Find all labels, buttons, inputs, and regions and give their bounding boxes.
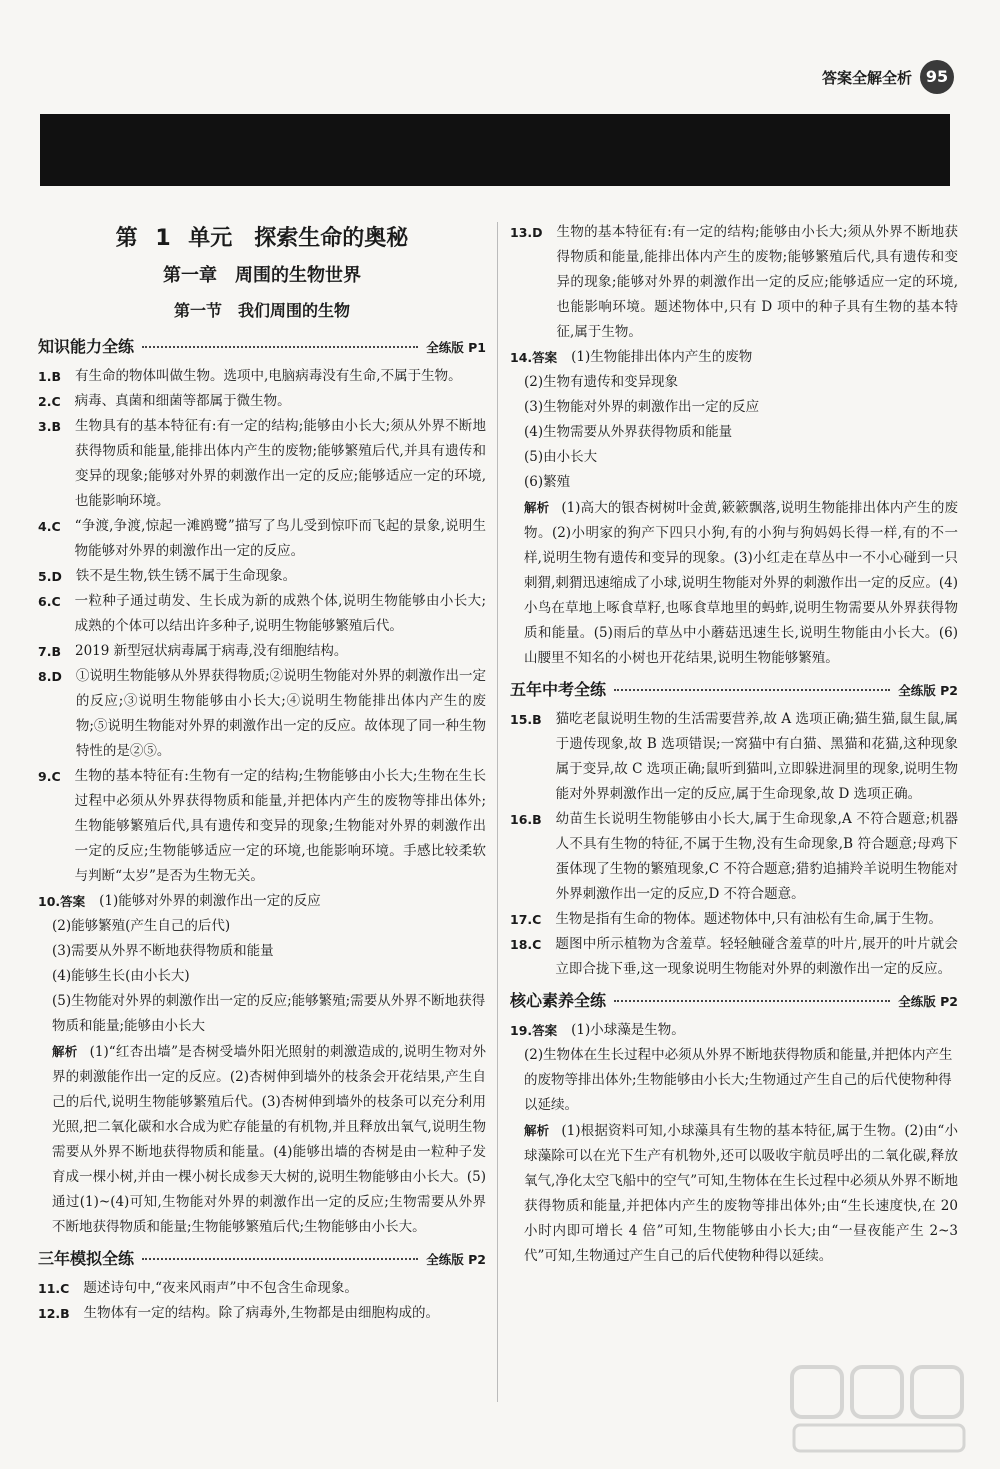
answer-text: 生物的基本特征有:有一定的结构;能够由小长大;须从外界不断地获得物质和能量,能排出体内产生的废物;能够繁殖后代,具有遗传和变异的现象;能够对外界的刺激作出一定的反应;能够适应一定的环境,也能影响环境。题述物体中,只有 D 项中的种子具有生物的基本特征,属于生物。: [556, 224, 958, 340]
dotted-leader: [142, 346, 418, 348]
question-number: 10.答案: [38, 894, 86, 909]
answer-item: [38, 1276, 486, 1301]
left-column: [38, 220, 486, 1326]
question-number: 6.C: [38, 594, 61, 609]
chapter-title: 第一章 周围的生物世界: [163, 265, 361, 286]
question-number: 15.B: [510, 712, 542, 727]
answer-line: (4)能够生长(由小长大): [52, 968, 190, 984]
answer-text: 猫吃老鼠说明生物的生活需要营养,故 A 选项正确;猫生猫,鼠生鼠,属于遗传现象,故 B 选项错误;一窝猫中有白猫、黑猫和花猫,这种现象属于变异,故 C 选项正确;鼠听到猫叫,立即躲进洞里的现象,说明生物能对外界刺激作出一定的反应,属于生命现象,故 D 选项正确。: [555, 711, 958, 802]
section-version: 全练版 P1: [426, 340, 486, 355]
column-divider: [497, 222, 498, 1402]
right-column: [510, 220, 958, 1269]
answer-text: ①说明生物能够从外界获得物质;②说明生物能对外界的刺激作出一定的反应;③说明生物能够由小长大;④说明生物能排出体内产生的废物;⑤说明生物能对外界的刺激作出一定的反应。故体现了同一种生物特性的是②⑤。: [75, 668, 486, 759]
analysis-text: (1)高大的银杏树树叶金黄,簌簌飘落,说明生物能排出体内产生的废物。(2)小明家的狗产下四只小狗,有的小狗与狗妈妈长得一样,有的不一样,说明生物有遗传和变异的现象。(3)小红走在草丛中一不小心碰到一只刺猬,刺猬迅速缩成了小球,说明生物能对外界的刺激作出一定的反应。(4)小鸟在草地上啄食草籽,也啄食草地里的蚂蚱,说明生物需要从外界获得物质和能量。(5)雨后的草丛中小蘑菇迅速生长,说明生物能由小长大。(6)山腰里不知名的小树也开花结果,说明生物能够繁殖。: [524, 500, 958, 666]
analysis-label: 解析: [524, 500, 550, 515]
answer-line: (2)生物体在生长过程中必须从外界不断地获得物质和能量,并把体内产生的废物等排出体外;生物能够由小长大;生物通过产生自己的后代使物种得以延续。: [524, 1047, 953, 1113]
answer-item: [510, 907, 958, 932]
section-title: 第一节 我们周围的生物: [173, 301, 350, 320]
answer-item: [510, 707, 958, 807]
answer-text: 幼苗生长说明生物能够由小长大,属于生命现象,A 不符合题意;机器人不具有生物的特征,不属于生物,没有生命现象,B 符合题意;母鸡下蛋体现了生物的繁殖现象,C 不符合题意;猎豹追捕羚羊说明生物能对外界刺激作出一定的反应,D 不符合题意。: [555, 811, 958, 902]
question-number: 9.C: [38, 769, 61, 784]
section-version: 全练版 P2: [898, 683, 958, 698]
question-number: 3.B: [38, 419, 61, 434]
header-banner: [40, 114, 950, 186]
answer-text: 生物是指有生命的物体。题述物体中,只有油松有生命,属于生物。: [555, 911, 942, 927]
analysis-text: (1)“红杏出墙”是杏树受墙外阳光照射的刺激造成的,说明生物对外界的刺激能作出一定的反应。(2)杏树伸到墙外的枝条会开花结果,产生自己的后代,说明生物能够繁殖后代。(3)杏树伸到墙外的枝条可以充分利用光照,把二氧化碳和水合成为贮存能量的有机物,并且释放出氧气,说明生物需要从外界不断地获得物质和能量。(4)能够出墙的杏树是由一粒种子发育成一棵小树,并由一棵小树长成参天大树的,说明生物能够由小长大。(5)通过(1)~(4)可知,生物能对外界的刺激作出一定的反应;生物需要从外界不断地获得物质和能量;生物能够繁殖后代;生物能够由小长大。: [52, 1044, 486, 1235]
question-number: 16.B: [510, 812, 542, 827]
analysis-text: (1)根据资料可知,小球藻具有生物的基本特征,属于生物。(2)由“小球藻除可以在光下生产有机物外,还可以吸收宇航员呼出的二氧化碳,释放氧气,净化太空飞船中的空气”可知,生物体在生长过程中必须从外界不断地获得物质和能量,并把体内产生的废物等排出体外;由“生长速度快,在 20 小时内即可增长 4 倍”可知,生物能够由小长大;由“一昼夜能产生 2~3 代”可知,生物通过产生自己的后代使物种得以延续。: [524, 1123, 958, 1264]
question-number: 17.C: [510, 912, 542, 927]
answer-line: (1)生物能排出体内产生的废物: [571, 349, 753, 365]
answer-text: 2019 新型冠状病毒属于病毒,没有细胞结构。: [74, 643, 348, 659]
analysis-label: 解析: [52, 1044, 78, 1059]
answer-line: (3)生物能对外界的刺激作出一定的反应: [524, 399, 760, 415]
section-header: [510, 677, 958, 703]
answer-item: [38, 564, 486, 589]
answer-line: (4)生物需要从外界获得物质和能量: [524, 424, 733, 440]
page-number: 95: [920, 60, 954, 94]
answer-item: [38, 589, 486, 639]
answer-item: [38, 639, 486, 664]
question-number: 4.C: [38, 519, 61, 534]
section-header: [38, 1246, 486, 1272]
answer-item: [510, 1018, 958, 1043]
section-name: 五年中考全练: [510, 680, 607, 699]
question-number: 14.答案: [510, 350, 558, 365]
answer-text: 生物具有的基本特征有:有一定的结构;能够由小长大;须从外界不断地获得物质和能量,能排出体内产生的废物;能够繁殖后代,并具有遗传和变异的现象;能够对外界的刺激作出一定的反应;能够适应一定的环境,也能影响环境。: [74, 418, 486, 509]
answer-text: 生物体有一定的结构。除了病毒外,生物都是由细胞构成的。: [83, 1305, 439, 1321]
answer-item: [38, 389, 486, 414]
answer-item: [510, 807, 958, 907]
answer-text: 题述诗句中,“夜来风雨声”中不包含生命现象。: [83, 1280, 358, 1296]
watermark-logo: [784, 1359, 974, 1459]
question-number: 5.D: [38, 569, 62, 584]
answer-item: [38, 664, 486, 764]
dotted-leader: [614, 689, 890, 691]
answer-line: (2)能够繁殖(产生自己的后代): [52, 918, 231, 934]
answer-item: [38, 1301, 486, 1326]
answer-item: [510, 345, 958, 370]
question-number: 13.D: [510, 225, 543, 240]
unit-title: 第 1 单元 探索生命的奥秘: [115, 226, 409, 251]
analysis-block: [510, 495, 958, 671]
question-number: 12.B: [38, 1306, 70, 1321]
answer-line: (2)生物有遗传和变异现象: [524, 374, 679, 390]
section-name: 三年模拟全练: [38, 1249, 135, 1268]
section-version: 全练版 P2: [898, 994, 958, 1009]
section-version: 全练版 P2: [426, 1252, 486, 1267]
answer-line: (1)小球藻是生物。: [571, 1022, 685, 1038]
section-name: 知识能力全练: [38, 337, 135, 356]
answer-item: [510, 220, 958, 345]
question-number: 1.B: [38, 369, 61, 384]
answer-item: [38, 364, 486, 389]
section-header: [510, 988, 958, 1014]
answer-item: [510, 932, 958, 982]
dotted-leader: [142, 1258, 418, 1260]
answer-line: (5)由小长大: [524, 449, 598, 465]
answer-item: [38, 414, 486, 514]
section-header: [38, 334, 486, 360]
answer-item: [38, 514, 486, 564]
answer-item: [38, 889, 486, 914]
section-name: 核心素养全练: [510, 991, 607, 1010]
analysis-label: 解析: [524, 1123, 550, 1138]
question-number: 8.D: [38, 669, 62, 684]
answer-text: 铁不是生物,铁生锈不属于生命现象。: [75, 568, 297, 584]
question-number: 2.C: [38, 394, 61, 409]
answer-line: (1)能够对外界的刺激作出一定的反应: [99, 893, 321, 909]
answer-line: (3)需要从外界不断地获得物质和能量: [52, 943, 274, 959]
answer-line: (6)繁殖: [524, 474, 571, 490]
dotted-leader: [614, 1000, 890, 1002]
analysis-block: [38, 1039, 486, 1240]
answer-text: 生物的基本特征有:生物有一定的结构;生物能够由小长大;生物在生长过程中必须从外界获得物质和能量,并把体内产生的废物等排出体外;生物能够繁殖后代,具有遗传和变异的现象;生物能对外界的刺激作出一定的反应;生物能够适应一定的环境,也能影响环境。手感比较柔软与判断“太岁”是否为生物无关。: [74, 768, 486, 884]
answer-text: 题图中所示植物为含羞草。轻轻触碰含羞草的叶片,展开的叶片就会立即合拢下垂,这一现象说明生物能对外界的刺激作出一定的反应。: [555, 936, 958, 977]
question-number: 7.B: [38, 644, 61, 659]
analysis-block: [510, 1118, 958, 1269]
answer-text: “争渡,争渡,惊起一滩鸥鹭”描写了鸟儿受到惊吓而飞起的景象,说明生物能够对外界的刺激作出一定的反应。: [74, 518, 486, 559]
question-number: 19.答案: [510, 1023, 558, 1038]
question-number: 11.C: [38, 1281, 70, 1296]
question-number: 18.C: [510, 937, 542, 952]
header-title: 答案全解全析: [821, 69, 912, 87]
answer-line: (5)生物能对外界的刺激作出一定的反应;能够繁殖;需要从外界不断地获得物质和能量;能够由小长大: [52, 993, 486, 1034]
answer-text: 病毒、真菌和细菌等都属于微生物。: [74, 393, 291, 409]
answer-text: 一粒种子通过萌发、生长成为新的成熟个体,说明生物能够由小长大;成熟的个体可以结出许多种子,说明生物能够繁殖后代。: [74, 593, 486, 634]
answer-item: [38, 764, 486, 889]
answer-text: 有生命的物体叫做生物。选项中,电脑病毒没有生命,不属于生物。: [74, 368, 462, 384]
